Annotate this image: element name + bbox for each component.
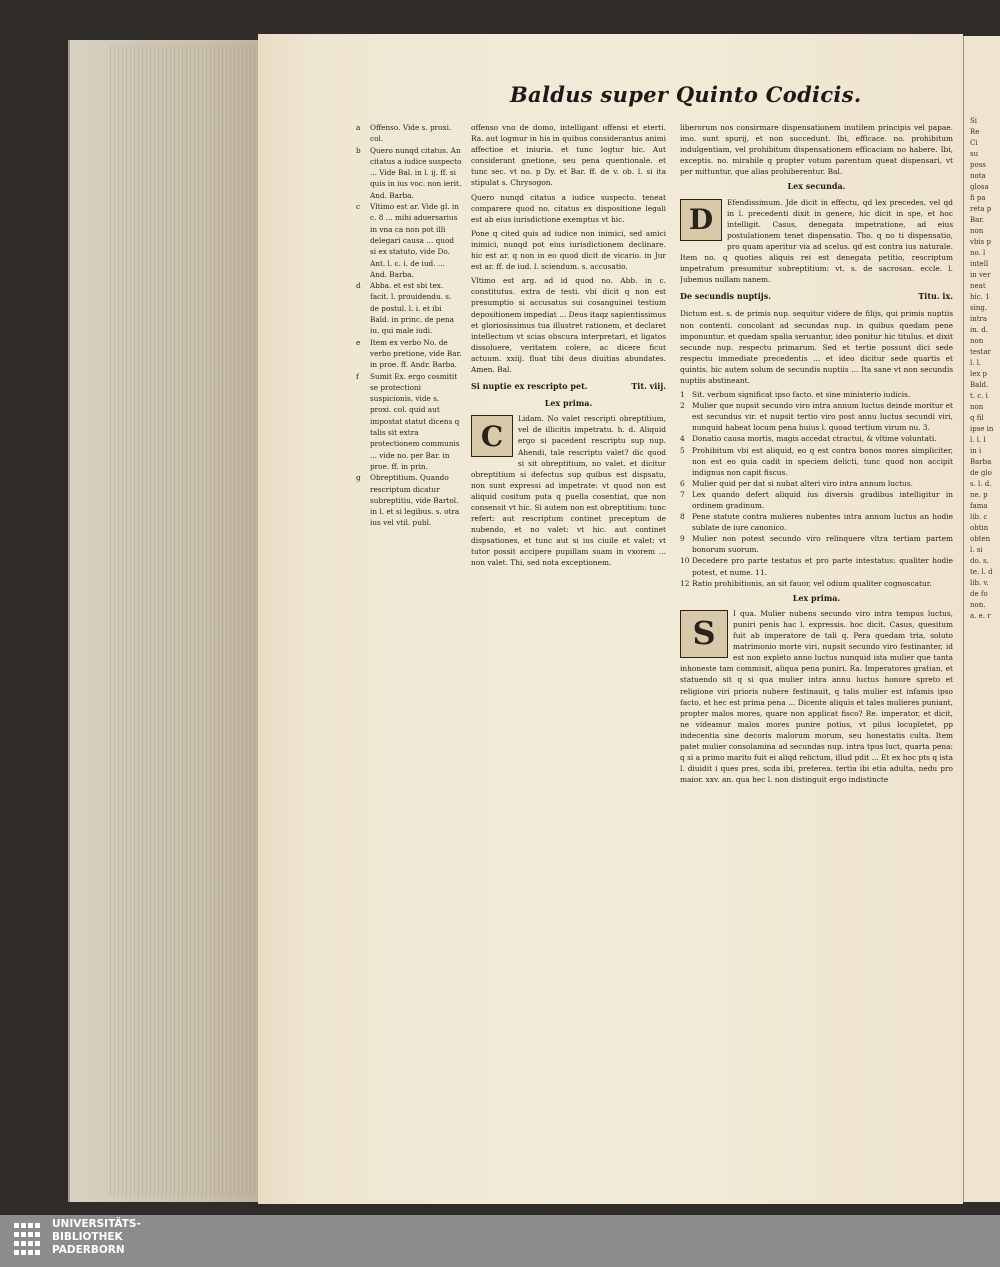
paragraph: Lidam. No valet rescripti obreptitium, vel de illicitis impetratu. h. d. Aliquid ergo si pacedent rescriptu sup nup. Ahendi, tale rescriptu valet? dic quod si sit obreptitium, no valet. et dicitur obreptitium si defectus sup quibus est dispsatu, non sunt expressi ad impetrate: vt quod non est aliquid cositum puta q puella cosentiat, que non consensit vt hic. Si autem non est obreptitium: tunc refert: aut rescriptum continet preceptum de nubendo, et no valet: vt hic. aut continet dispsationes, et tunc aut si ius ciuile et valet: vt tutor possit accipere pupillam suam in vxorem ... non valet. Thi, sed nota exceptionem. [471, 414, 666, 568]
decorated-initial: S [680, 610, 728, 658]
paragraph: Efendissimum. Jde dicit in effectu, qd lex precedes, vel qd in l. precedenti dixit in genere, hic dicit in spe, et hoc intelligit. Casus, denegata impetratione, ad eius postulationem tenet dispensatio. Tho. q no ti dispensatio, pro quam aperitur via ad scelus. qd est contra ius naturale. Item no. q quoties aliquis rei est denegata petitio, rescriptum impetratum presumitur subreptitium: vt. s. de sacrosan. eccle. l. Jubemus nullam nanem. [680, 197, 953, 285]
right-text-column [680, 122, 953, 842]
list-item: 4 Donatio causa mortis, magis accedat ctractui, & vltime voluntati. [680, 434, 937, 444]
middle-text-column [471, 122, 666, 722]
paragraph: Vltimo est arg. ad id quod no. Abb. in c. constitutus. extra de testi. vbi dicit q non est presumptio si accusatus sui cosanguinei testium depositionem impediat ... Deus itaqz sapientissimus et gloriosissimus tua illustret rationem, et declaret intellectum vt scias obscura interpretari, et ligatos dissoluere, veritatem colere, ac dicere ficut actuum. xxiij. fluat tibi deus diuitias abundates. Amen. Bal. [471, 276, 666, 374]
paragraph: I qua. Mulier nubens secundo viro intra tempus luctus, puniri penis hac l. expressis. hoc dicit. Casus, quesitum fuit ab imperatore de tali q. Pera quedam tria, soluto matrimonio morte viri, nupsit secundo viro festinanter, id est non expleto anno luctus nunquid ista mulier que tanta inhoneste tam commisit, aliqua pena puniri. Ra. Imperatores gratian, et statuendo sit q si qua mulier intra annu luctus honore spreto et religione viri prioris nubere festinauit, q talis mulier est infamis ipso facto, et hec est prima pena ... Dicente aliquis et tales mulieres puniant, propter malos mores, quare non applicat fisco? Re. imperator, et dicit, ne videamur malos mores punire potius, vt pilus locupletet, pp indecentia sine decoris malorum morum, seu honestatis culta. Item patet mulier consolamina ad secundas nup. intra tpus luct, quarta pena: q si a primo marito fuit ei aliqd relictum, illud pdit ... Et ex hoc pts q ista l. diuidit i ques pres, scda ibi, preterea. tertia ibi etia adulta, nedu pro maior. xxv. an. qua hec l. non distinguit ergo indistincte [680, 608, 953, 785]
paragraph: offenso vno de domo, intelligant offensi et eterti. Ra. aut logmur in his in quibus considerantus animi affectioe et iniuria. et tunc logtur hic. Aut considerant gnetione, seu pena quentionale. et tunc sec. vt no. p Dy. et Bar. ff. de v. ob. l. si ita stipulat s. Chrysogon. [471, 123, 666, 188]
section-heading: Lex secunda. [787, 181, 846, 192]
facing-page-fragment [963, 36, 1000, 1202]
library-logo-icon [14, 1223, 44, 1257]
page-edge-texture [110, 46, 260, 1196]
library-name: UNIVERSITÄTS- BIBLIOTHEK PADERBORN [52, 1218, 141, 1256]
list-item: 10 Decedere pro parte testatus et pro parte intestatus: qualiter hodie potest, et nume. 11. [680, 556, 953, 577]
title-rubric: Si nuptie ex rescripto pet. Tit. viij. [471, 381, 666, 392]
list-item: 5 Prohibitum vbi est aliquid, eo q est contra bonos mores simpliciter, non est eo quia cadit in speciem delicti, tunc quod non accipit indignus non capit fiscus. [680, 445, 953, 477]
running-header: Baldus super Quinto Codicis. [510, 82, 862, 107]
section-heading: Lex prima. [792, 592, 841, 603]
decorated-initial: D [680, 199, 722, 241]
facing-page-text: Si Re Ci su poss nota glosa fi pa reta p Bar. non vbis p no. l intell in ver neat hic. 1 sing. intra in. d. non testar l. l. lex p Bald. t. c. i non q fil ipse in l. l. l in i Barba de glo s. l. d. ne. p fama lib. c obtin obten l. si do. s. te. l. d lib. v. de fo non. a. e. r [970, 117, 994, 620]
paragraph: Quero nunqd citatus a iudice suspecto. teneat comparere quod no. citatus ex dispositione legali est ab eius iurisdictione exemptus vt hic. [471, 192, 666, 224]
margin-note: d Abba. et est sbi tex. facit. l. prouidendu. s. de postul. l. i. et ibi Bald. in princ. de pena iu. qui male iudi. [356, 281, 454, 336]
list-item: 7 Lex quando defert aliquid ius diversis gradibus intelligitur in ordinem gradinum. [680, 489, 953, 510]
paragraph: liberorum nos consirmare dispensationem inutilem principis vel papae. imo. sunt spurij, et non succedunt. Ibi, efficace. no. prohibitum indulgentiam, vel prohibitum dispensationem efficaciam no habere. Ibi, exceptis. no. mirabile q propter votum parentum queat dispensari, vt per mittuntur, que alias prohiberentur. Bal. [680, 123, 953, 177]
list-item: 8 Pene statute contra mulieres nubentes intra annum luctus an hodie sublate de iure canonico. [680, 512, 953, 533]
margin-note: e Item ex verbo No. de verbo pretione, vide Bar. in proe. ff. Andr. Barba. [356, 337, 462, 370]
title-rubric: De secundis nuptijs. Titu. ix. [680, 291, 953, 302]
margin-note: f Sumit Ex. ergo cosmitit se protectioni suspicionis, vide s. proxi. col. quid aut impostat statut dicens q talis sit extra protectionem communis ... vide no. per Bar. in proe. ff. in prin. [356, 371, 460, 471]
paragraph: Pone q cited quis ad iudice non inimici, sed amici inimici, nunqd pot eius iurisdictionem declinare. hic est ar. q non in eo quod dicit de vicario. in Jur est ar. ff. de iud. l. sciendum. s. accusatio. [471, 228, 666, 272]
paragraph: Dictum est. s. de primis nup. sequitur videre de filijs, qui primis nuptiis non contenti. concolant ad secundas nup. in quibus quedam pene imponuntur. et quedam spalia seruantur, ideo ponitur hic titulus. et dixit secunde nup. respectu primarum. Sed et tertie possunt dici sede respectu immediate precedentis ... et ideo dicitur sede quartis et quintis. hic autem solum de secundis nuptiis ... Ita sane vt non secundis nuptiis abstineant. [680, 309, 953, 385]
list-item: 2 Mulier que nupsit secundo viro intra annum luctus deinde moritur et est secundus vir. et nupsit tertio viro post annu luctus secundi viri, nunquid habeat locum pena huius l. quoad tertium virum nu. 3. [680, 401, 953, 433]
numbered-summary [680, 389, 953, 589]
section-heading: Lex prima. [544, 398, 593, 409]
list-item: 12 Ratio prohibitionis, an sit fauor, vel odium qualiter cognoscatur. [680, 578, 932, 588]
margin-note: b Quero nunqd citatus. An citatus a iudice suspecto ... Vide Bal. in l. ij. ff. si quis in ius voc. non ierit. And. Barba. [356, 145, 462, 200]
list-item: 1 Sit. verbum significat ipso facto. et sine ministerio iudicis. [680, 390, 911, 400]
margin-note: c Vltimo est ar. Vide gl. in c. 8 ... mihi aduersarius in vna ca non pot illi delegari causa ... quod si ex statuto, vide Do. Ant. l. c. i. de iud. ... And. Barba. [356, 202, 459, 279]
list-item: 9 Mulier non potest secundo viro relinquere vltra tertiam partem bonorum suorum. [680, 534, 953, 555]
margin-notes [356, 122, 462, 702]
margin-note: a Offenso. Vide s. proxi. col. [356, 123, 452, 144]
list-item: 6 Mulier quid per dat si nubat alteri viro intra annum luctus. [680, 478, 913, 488]
decorated-initial: C [471, 415, 513, 457]
library-footer [0, 1215, 1000, 1267]
margin-note: g Obreptitium. Quando rescriptum dicatur subreptitiu, vide Bartol. in l. et si legibus. s. otra ius vel vtil. publ. [356, 473, 460, 528]
